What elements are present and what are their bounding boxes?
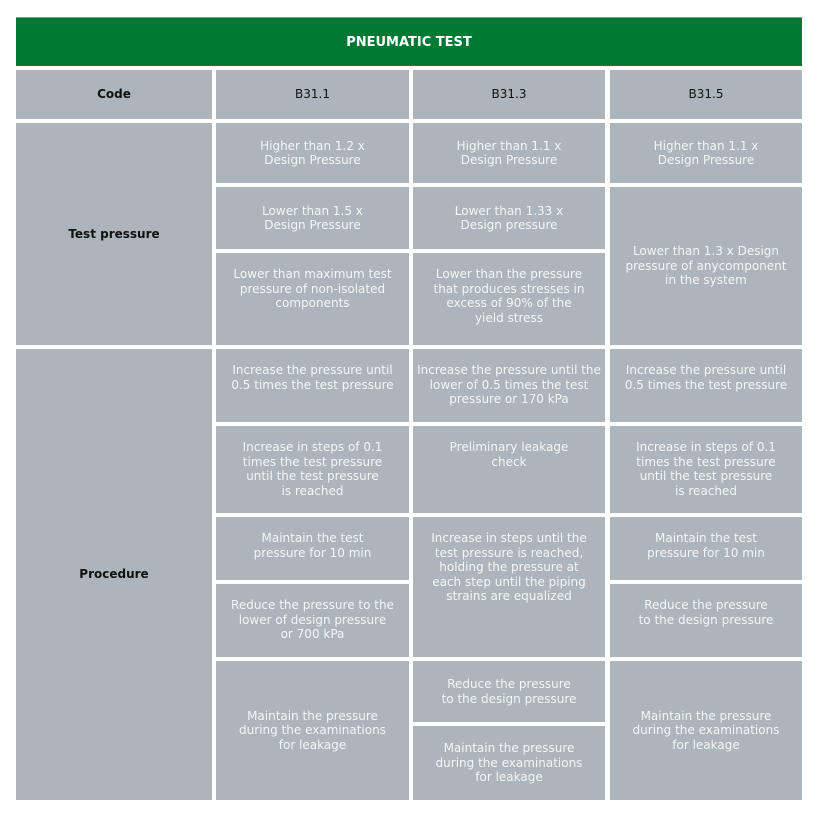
table-cell: Higher than 1.1 x Design Pressure (610, 123, 802, 183)
table-cell: Lower than maximum test pressure of non-isolated components (216, 253, 409, 345)
table-cell: Lower than 1.3 x Design pressure of anycomponent in the system (610, 187, 802, 345)
table-cell: Maintain the pressure during the examinations for leakage (413, 726, 605, 800)
table-cell: Preliminary leakage check (413, 426, 605, 513)
procedure-label: Procedure (16, 349, 212, 800)
table-cell: Higher than 1.1 x Design Pressure (413, 123, 605, 183)
table-cell: Increase in steps of 0.1 times the test pressure until the test pressure is reached (610, 426, 802, 513)
table-cell: Lower than 1.5 x Design Pressure (216, 187, 409, 249)
table-cell: Maintain the test pressure for 10 min (216, 517, 409, 580)
table-cell: Reduce the pressure to the design pressure (413, 661, 605, 722)
table-cell: Reduce the pressure to the design pressure (610, 584, 802, 657)
table-cell: Reduce the pressure to the lower of design pressure or 700 kPa (216, 584, 409, 657)
table-cell: Increase the pressure until the lower of 0.5 times the test pressure or 170 kPa (413, 349, 605, 422)
table-cell: Maintain the pressure during the examinations for leakage (610, 661, 802, 800)
table-cell: Lower than the pressure that produces stresses in excess of 90% of the yield stress (413, 253, 605, 345)
table-cell: Higher than 1.2 x Design Pressure (216, 123, 409, 183)
code-b31-1: B31.1 (216, 70, 409, 119)
table-cell: Increase in steps until the test pressure is reached, holding the pressure at each step until the piping strains are equalized (413, 517, 605, 657)
table-cell: Increase the pressure until 0.5 times the test pressure (610, 349, 802, 422)
table-cell: Maintain the test pressure for 10 min (610, 517, 802, 580)
table-title: PNEUMATIC TEST (16, 17, 802, 66)
test-pressure-label: Test pressure (16, 123, 212, 345)
code-b31-5: B31.5 (610, 70, 802, 119)
code-header: Code (16, 70, 212, 119)
table-cell: Lower than 1.33 x Design pressure (413, 187, 605, 249)
table-cell: Increase the pressure until 0.5 times the test pressure (216, 349, 409, 422)
table-cell: Maintain the pressure during the examinations for leakage (216, 661, 409, 800)
table-cell: Increase in steps of 0.1 times the test pressure until the test pressure is reached (216, 426, 409, 513)
code-b31-3: B31.3 (413, 70, 605, 119)
